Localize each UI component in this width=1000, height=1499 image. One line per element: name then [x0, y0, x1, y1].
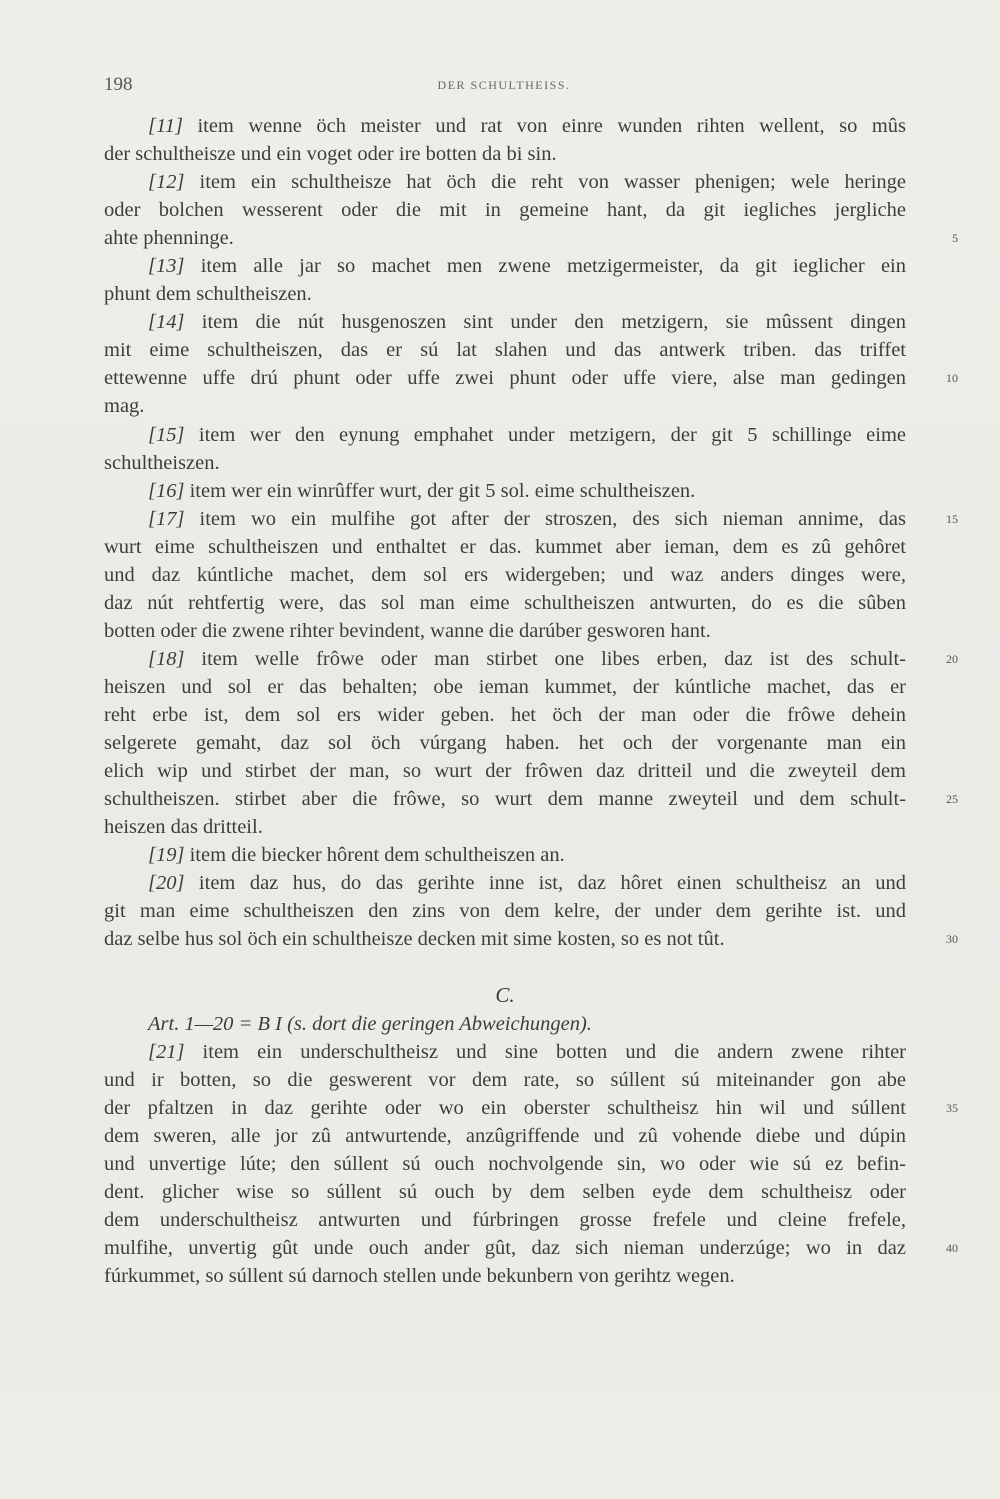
- text-line: [104, 449, 906, 477]
- text-line: [104, 1262, 906, 1290]
- line-text: item die biecker hôrent dem schultheiszen an.: [184, 844, 565, 867]
- text-line: [104, 364, 958, 392]
- text-line: [104, 1206, 906, 1234]
- text-line: [104, 897, 906, 925]
- article-number: [19]: [148, 844, 185, 867]
- text-line: [104, 140, 906, 168]
- line-text: mit eime schultheiszen, das er sú lat slahen und das antwerk triben. das triffet: [104, 339, 906, 362]
- line-text: mag.: [104, 395, 145, 418]
- line-text: der schultheisze und ein voget oder ire botten da bi sin.: [104, 143, 557, 166]
- article-number: [11]: [148, 115, 183, 137]
- text-line: [104, 1234, 958, 1262]
- line-text: item daz hus, do das gerihte inne ist, daz hôret einen schultheisz an und: [184, 872, 906, 895]
- line-number-marker: 15: [946, 511, 958, 526]
- line-number-marker: 20: [946, 651, 958, 666]
- text-line: [104, 196, 906, 224]
- line-text: wurt eime schultheiszen und enthaltet er das. kummet aber ieman, dem es zû gehôret: [104, 535, 906, 558]
- line-text: git man eime schultheiszen den zins von dem kelre, der under dem gerihte ist. und: [104, 900, 906, 923]
- line-text: dem underschultheisz antwurten und fúrbringen grosse frefele und cleine frefele,: [104, 1208, 906, 1231]
- line-text: daz nút rehtfertig were, das sol man eime schultheiszen antwurten, do es die sûben: [104, 591, 906, 614]
- section-heading: C.: [495, 983, 515, 1008]
- text-line: [104, 729, 906, 757]
- line-text: phunt dem schultheiszen.: [104, 283, 312, 306]
- line-text: item ein schultheisze hat öch die reht von wasser phenigen; wele heringe: [184, 171, 906, 194]
- text-line: [104, 336, 906, 364]
- line-number-marker: 25: [946, 792, 958, 807]
- line-text: dem sweren, alle jor zû antwurtende, anzûgriffende und zû vohende diebe und dúpin: [104, 1124, 906, 1147]
- line-text: mulfihe, unvertig gût unde ouch ander gût, daz sich nieman underzúge; wo in daz: [104, 1236, 906, 1259]
- line-text: heiszen das dritteil.: [104, 816, 263, 839]
- line-text: item die nút husgenoszen sint under den metzigern, sie mûssent dingen: [184, 311, 906, 334]
- text-line: [104, 701, 906, 729]
- text-line: [104, 561, 906, 589]
- text-line: [104, 505, 958, 533]
- text-line: [104, 673, 906, 701]
- line-text: item alle jar so machet men zwene metzigermeister, da git ieglicher ein: [184, 255, 906, 278]
- line-text: selgerete gemaht, daz sol öch vúrgang haben. het och der vorgenante man ein: [104, 732, 906, 755]
- article-number: [14]: [148, 311, 185, 334]
- line-text: und ir botten, so die geswerent vor dem rate, so súllent sú miteinander gon abe: [104, 1068, 906, 1091]
- line-text: dent. glicher wise so súllent sú ouch by dem selben eyde dem schultheisz oder: [104, 1180, 906, 1203]
- line-number-marker: 5: [952, 231, 958, 246]
- article-number: [13]: [148, 255, 185, 278]
- text-line: [104, 1122, 906, 1150]
- line-text: reht erbe ist, dem sol ers wider geben. het öch der man oder die frôwe dehein: [104, 703, 906, 726]
- text-line: [104, 925, 958, 953]
- text-line: [104, 421, 906, 449]
- line-text: item ein underschultheisz und sine botten und die andern zwene rihter: [184, 1040, 906, 1063]
- text-line: [104, 1010, 906, 1038]
- text-line: [104, 392, 906, 420]
- page-number: 198: [104, 74, 133, 95]
- text-line: [104, 841, 906, 869]
- line-text: botten oder die zwene rihter bevindent, wanne die darúber gesworen hant.: [104, 619, 711, 642]
- article-number: [20]: [148, 872, 185, 895]
- line-text: elich wip und stirbet der man, so wurt der frôwen daz dritteil und die zweyteil dem: [104, 760, 906, 783]
- text-line: [104, 224, 958, 252]
- line-text: oder bolchen wesserent oder die mit in gemeine hant, da git iegliches jergliche: [104, 199, 906, 222]
- text-line: [104, 1038, 906, 1066]
- text-line: [104, 477, 906, 505]
- text-line: [104, 1094, 958, 1122]
- text-line: [104, 589, 906, 617]
- article-number: [21]: [148, 1040, 185, 1063]
- text-line: [104, 308, 906, 336]
- text-line: [104, 617, 906, 645]
- article-number: [16]: [148, 479, 185, 502]
- text-line: [104, 757, 906, 785]
- line-text: schultheiszen.: [104, 451, 220, 474]
- article-number: [18]: [148, 647, 185, 670]
- line-text: der pfaltzen in daz gerihte oder wo ein oberster schultheisz hin wil und súllent: [104, 1096, 906, 1119]
- line-number-marker: 10: [946, 371, 958, 386]
- running-head: DER SCHULTHEISS.: [437, 78, 571, 92]
- line-text: fúrkummet, so súllent sú darnoch stellen unde bekunbern von gerihtz wegen.: [104, 1264, 735, 1287]
- blank-line: [104, 953, 906, 981]
- text-line: [104, 1066, 906, 1094]
- text-line: [104, 252, 906, 280]
- page-header: [104, 74, 904, 98]
- line-text: daz selbe hus sol öch ein schultheisze decken mit sime kosten, so es not tût.: [104, 928, 725, 951]
- text-line: [104, 785, 958, 813]
- line-number-marker: 40: [946, 1240, 958, 1255]
- text-line: [104, 869, 906, 897]
- line-text: item welle frôwe oder man stirbet one libes erben, daz ist des schult-: [184, 647, 906, 670]
- line-text: heiszen und sol er das behalten; obe ieman kummet, der kúntliche machet, das er: [104, 675, 906, 698]
- line-text: und daz kúntliche machet, dem sol ers widergeben; und waz anders dinges were,: [104, 563, 906, 586]
- text-line: [104, 813, 906, 841]
- line-text: und unvertige lúte; den súllent sú ouch nochvolgende sin, wo oder wie sú ez befin-: [104, 1152, 906, 1175]
- line-text: item wer den eynung emphahet under metzigern, der git 5 schillinge eime: [184, 423, 906, 446]
- text-line: [104, 280, 906, 308]
- text-line: [104, 1178, 906, 1206]
- line-text: ahte phenninge.: [104, 227, 234, 250]
- article-number: [15]: [148, 423, 185, 446]
- article-number: [12]: [148, 171, 185, 194]
- text-line: [104, 112, 906, 140]
- line-text: schultheiszen. stirbet aber die frôwe, so wurt dem manne zweyteil und dem schult-: [104, 788, 906, 811]
- article-number: [17]: [148, 507, 185, 530]
- text-line: [104, 533, 906, 561]
- line-number-marker: 35: [946, 1100, 958, 1115]
- line-number-marker: 30: [946, 932, 958, 947]
- line-text: item wo ein mulfihe got after der stroszen, des sich nieman annime, das: [184, 507, 906, 530]
- line-text: item wer ein winrûffer wurt, der git 5 sol. eime schultheiszen.: [184, 479, 696, 502]
- article-reference: Art. 1—20 = B I (s. dort die geringen Abweichungen).: [148, 1012, 592, 1035]
- text-line: [104, 1150, 906, 1178]
- line-text: ettewenne uffe drú phunt oder uffe zwei phunt oder uffe viere, alse man gedingen: [104, 367, 906, 390]
- text-line: [104, 168, 906, 196]
- text-line: [104, 645, 958, 673]
- text-body: [104, 112, 958, 1290]
- line-text: item wenne öch meister und rat von einre wunden rihten wellent, so mûs: [182, 115, 906, 137]
